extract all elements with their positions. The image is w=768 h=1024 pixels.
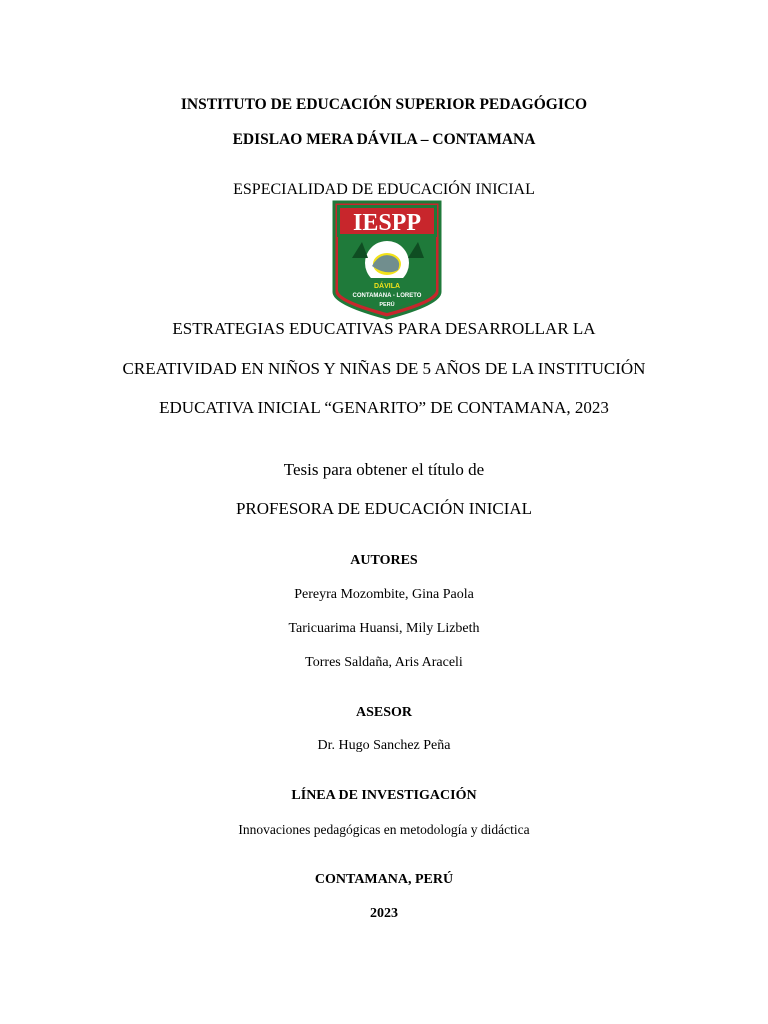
specialty-line: ESPECIALIDAD DE EDUCACIÓN INICIAL bbox=[233, 181, 535, 198]
author-name: Torres Saldaña, Aris Araceli bbox=[305, 655, 463, 670]
advisor-name: Dr. Hugo Sanchez Peña bbox=[317, 738, 451, 753]
thesis-title-line1: ESTRATEGIAS EDUCATIVAS PARA DESARROLLAR LA bbox=[172, 319, 596, 338]
institution-crest-logo bbox=[332, 200, 442, 320]
year-line: 2023 bbox=[370, 906, 398, 921]
institute-name-line1: INSTITUTO DE EDUCACIÓN SUPERIOR PEDAGÓGICO bbox=[180, 96, 588, 113]
research-line-heading: LÍNEA DE INVESTIGACIÓN bbox=[291, 788, 477, 803]
institute-name-line2: EDISLAO MERA DÁVILA – CONTAMANA bbox=[232, 131, 536, 148]
crest-acronym: IESPP bbox=[352, 210, 422, 236]
thesis-title-line2: CREATIVIDAD EN NIÑOS Y NIÑAS DE 5 AÑOS DE LA INSTITUCIÓN bbox=[122, 359, 646, 378]
author-name: Pereyra Mozombite, Gina Paola bbox=[294, 587, 474, 602]
crest-name-word: DÁVILA bbox=[373, 283, 401, 290]
crest-location: CONTAMANA - LORETO bbox=[352, 293, 422, 299]
crest-shield-icon bbox=[332, 200, 442, 320]
degree-title: PROFESORA DE EDUCACIÓN INICIAL bbox=[235, 499, 533, 518]
crest-country: PERÚ bbox=[379, 302, 395, 308]
place-line: CONTAMANA, PERÚ bbox=[314, 872, 454, 887]
thesis-purpose: Tesis para obtener el título de bbox=[283, 460, 485, 479]
research-line-text: Innovaciones pedagógicas en metodología y didáctica bbox=[238, 822, 530, 837]
advisor-heading: ASESOR bbox=[355, 705, 413, 720]
author-name: Taricuarima Huansi, Mily Lizbeth bbox=[288, 621, 480, 636]
authors-heading: AUTORES bbox=[350, 553, 418, 568]
thesis-title-line3: EDUCATIVA INICIAL “GENARITO” DE CONTAMANA, 2023 bbox=[159, 398, 609, 417]
